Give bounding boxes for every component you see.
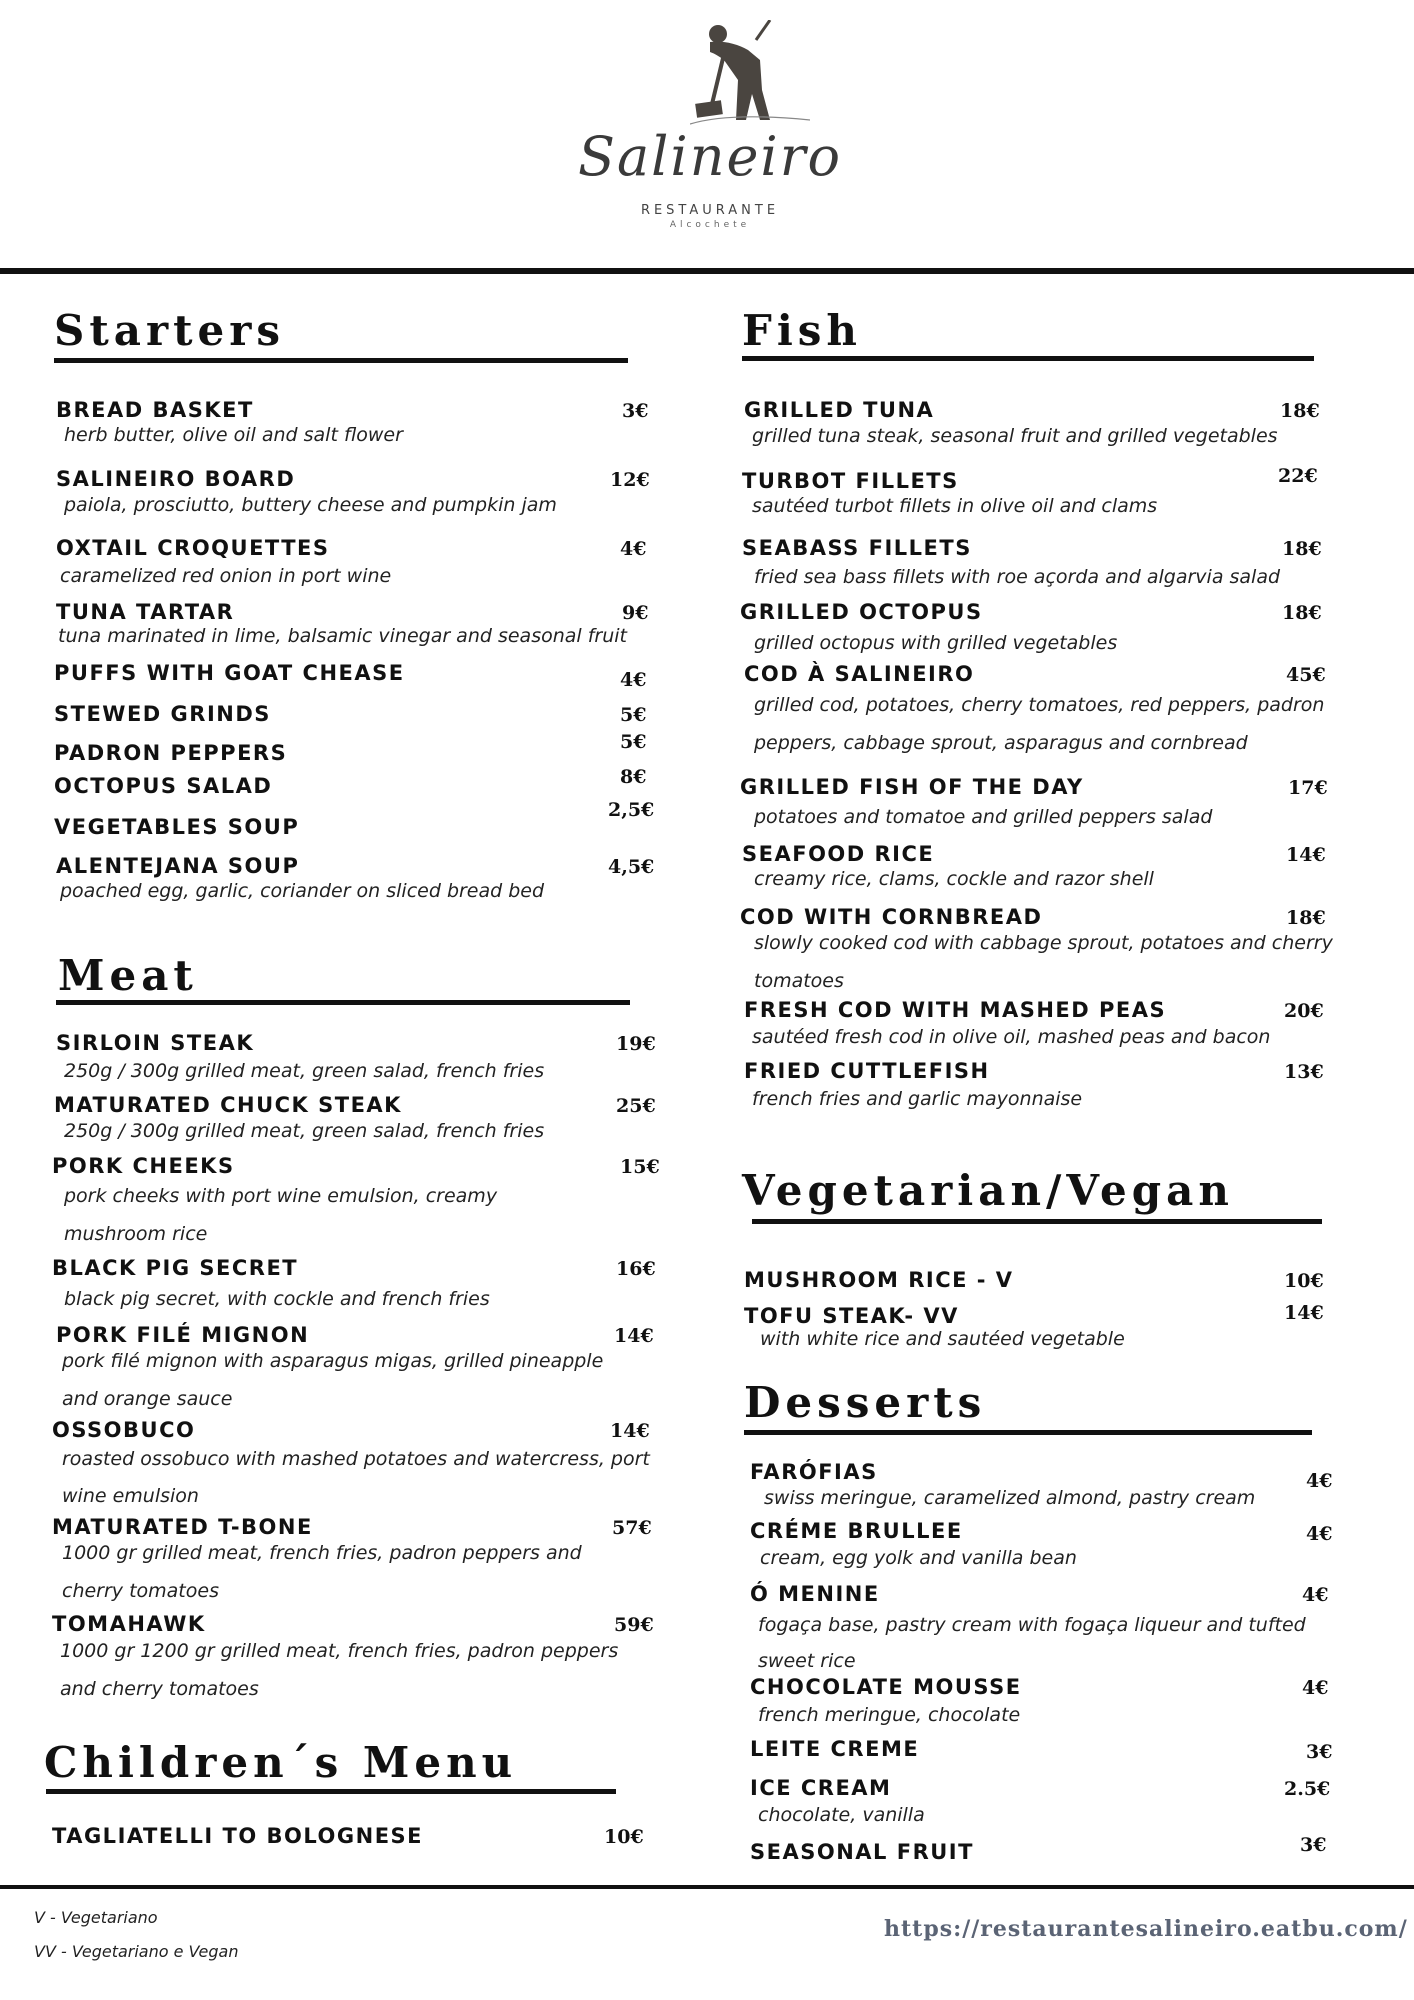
logo-subtitle: RESTAURANTE (640, 203, 780, 218)
item-description: cherry tomatoes (62, 1580, 219, 1602)
section-rule-desserts (744, 1430, 1312, 1435)
item-name: TUNA TARTAR (56, 600, 235, 624)
item-description: sautéed turbot fillets in olive oil and clams (752, 495, 1158, 517)
item-name: FARÓFIAS (750, 1460, 878, 1484)
item-description: grilled cod, potatoes, cherry tomatoes, red peppers, padron (754, 694, 1325, 716)
item-name: OXTAIL CROQUETTES (56, 536, 330, 560)
salt-worker-icon (690, 20, 810, 135)
section-title-desserts: Desserts (744, 1378, 987, 1427)
item-description: tomatoes (754, 970, 844, 992)
item-description: roasted ossobuco with mashed potatoes and watercress, port (62, 1448, 650, 1470)
header-divider (0, 268, 1414, 274)
section-rule-starters (54, 358, 628, 363)
item-name: MUSHROOM RICE - V (744, 1268, 1014, 1292)
item-name: SEAFOOD RICE (742, 842, 935, 866)
item-description: mushroom rice (64, 1223, 208, 1245)
item-price: 14€ (1286, 844, 1326, 866)
item-name: GRILLED TUNA (744, 398, 935, 422)
item-description: french fries and garlic mayonnaise (752, 1088, 1083, 1110)
item-price: 9€ (622, 602, 649, 624)
item-name: OCTOPUS SALAD (54, 774, 273, 798)
item-name: BREAD BASKET (56, 398, 254, 422)
item-description: tuna marinated in lime, balsamic vinegar and seasonal fruit (58, 625, 627, 647)
item-price: 16€ (616, 1258, 656, 1280)
item-name: TURBOT FILLETS (742, 469, 959, 493)
item-name: Ó MENINE (750, 1582, 880, 1606)
item-description: herb butter, olive oil and salt flower (64, 424, 403, 446)
item-name: ALENTEJANA SOUP (56, 854, 300, 878)
item-description: french meringue, chocolate (758, 1704, 1021, 1726)
item-price: 12€ (610, 469, 650, 491)
item-name: FRESH COD WITH MASHED PEAS (744, 998, 1167, 1022)
item-name: OSSOBUCO (52, 1418, 196, 1442)
item-name: CRÉME BRULLEE (750, 1519, 963, 1543)
item-description: wine emulsion (62, 1485, 199, 1507)
item-description: sweet rice (758, 1650, 856, 1672)
item-name: SEASONAL FRUIT (750, 1840, 974, 1864)
section-title-vegetarian: Vegetarian/Vegan (742, 1166, 1234, 1215)
item-name: TOMAHAWK (52, 1612, 206, 1636)
item-price: 18€ (1280, 400, 1320, 422)
item-price: 8€ (620, 766, 647, 788)
section-title-fish: Fish (742, 306, 862, 355)
item-description: potatoes and tomatoe and grilled peppers salad (754, 806, 1213, 828)
item-description: and orange sauce (62, 1388, 233, 1410)
item-name: PORK CHEEKS (52, 1154, 235, 1178)
section-rule-vegetarian (752, 1219, 1322, 1224)
item-price: 22€ (1278, 465, 1318, 487)
item-name: MATURATED T-BONE (52, 1515, 313, 1539)
item-description: grilled octopus with grilled vegetables (754, 632, 1118, 654)
item-price: 5€ (620, 731, 647, 753)
section-title-children: Children´s Menu (44, 1738, 518, 1787)
item-price: 10€ (1284, 1270, 1324, 1292)
item-description: 1000 gr 1200 gr grilled meat, french fries, padron peppers (60, 1640, 619, 1662)
item-price: 4€ (1306, 1470, 1333, 1492)
item-description: black pig secret, with cockle and french fries (64, 1288, 490, 1310)
item-description: fried sea bass fillets with roe açorda and algarvia salad (754, 566, 1281, 588)
item-name: FRIED CUTTLEFISH (744, 1059, 990, 1083)
item-price: 57€ (612, 1517, 652, 1539)
item-price: 4,5€ (608, 856, 655, 878)
item-price: 18€ (1282, 602, 1322, 624)
item-price: 4€ (620, 669, 647, 691)
section-rule-children (46, 1789, 616, 1794)
item-description: creamy rice, clams, cockle and razor shell (754, 868, 1154, 890)
item-price: 18€ (1282, 538, 1322, 560)
section-title-meat: Meat (58, 951, 198, 1000)
item-description: slowly cooked cod with cabbage sprout, potatoes and cherry (754, 932, 1333, 954)
item-name: SEABASS FILLETS (742, 536, 972, 560)
section-title-starters: Starters (54, 306, 285, 355)
restaurant-logo (540, 20, 870, 230)
item-name: CHOCOLATE MOUSSE (750, 1675, 1022, 1699)
item-name: LEITE CREME (750, 1737, 920, 1761)
item-price: 14€ (610, 1420, 650, 1442)
item-description: 1000 gr grilled meat, french fries, padron peppers and (62, 1542, 582, 1564)
item-price: 20€ (1284, 1000, 1324, 1022)
item-description: chocolate, vanilla (758, 1804, 925, 1826)
item-description: and cherry tomatoes (60, 1678, 259, 1700)
section-rule-meat (56, 1000, 630, 1005)
item-name: SIRLOIN STEAK (56, 1031, 255, 1055)
item-name: TAGLIATELLI TO BOLOGNESE (52, 1824, 424, 1848)
item-price: 2.5€ (1284, 1778, 1331, 1800)
item-price: 45€ (1286, 664, 1326, 686)
item-price: 5€ (620, 704, 647, 726)
item-description: peppers, cabbage sprout, asparagus and cornbread (754, 732, 1248, 754)
item-price: 19€ (616, 1033, 656, 1055)
item-name: TOFU STEAK- VV (744, 1304, 959, 1328)
item-description: cream, egg yolk and vanilla bean (760, 1547, 1077, 1569)
item-price: 13€ (1284, 1061, 1324, 1083)
logo-location: Alcochete (669, 220, 751, 230)
item-price: 10€ (604, 1826, 644, 1848)
item-price: 3€ (622, 400, 649, 422)
website-link[interactable]: https://restaurantesalineiro.eatbu.com/ (884, 1916, 1408, 1942)
item-name: GRILLED OCTOPUS (740, 600, 983, 624)
item-description: fogaça base, pastry cream with fogaça liqueur and tufted (758, 1614, 1306, 1636)
item-name: GRILLED FISH OF THE DAY (740, 775, 1084, 799)
item-description: 250g / 300g grilled meat, green salad, french fries (64, 1060, 545, 1082)
item-description: paiola, prosciutto, buttery cheese and pumpkin jam (64, 494, 557, 516)
item-description: pork filé mignon with asparagus migas, grilled pineapple (62, 1350, 604, 1372)
item-price: 3€ (1306, 1741, 1333, 1763)
item-price: 2,5€ (608, 799, 655, 821)
item-description: poached egg, garlic, coriander on sliced bread bed (60, 880, 545, 902)
item-description: sautéed fresh cod in olive oil, mashed peas and bacon (752, 1026, 1271, 1048)
item-price: 4€ (620, 538, 647, 560)
item-price: 14€ (1284, 1302, 1324, 1324)
item-price: 25€ (616, 1095, 656, 1117)
footer-divider (0, 1885, 1414, 1889)
legend-vegan: VV - Vegetariano e Vegan (34, 1942, 239, 1961)
item-name: COD À SALINEIRO (744, 662, 975, 686)
item-name: MATURATED CHUCK STEAK (54, 1093, 402, 1117)
item-name: SALINEIRO BOARD (56, 467, 296, 491)
item-price: 4€ (1302, 1677, 1329, 1699)
section-rule-fish (742, 356, 1314, 361)
item-price: 3€ (1300, 1834, 1327, 1856)
item-name: ICE CREAM (750, 1776, 892, 1800)
item-price: 4€ (1306, 1523, 1333, 1545)
item-description: caramelized red onion in port wine (60, 565, 392, 587)
item-name: VEGETABLES SOUP (54, 815, 300, 839)
item-description: grilled tuna steak, seasonal fruit and grilled vegetables (752, 425, 1278, 447)
item-description: pork cheeks with port wine emulsion, creamy (64, 1185, 498, 1207)
item-name: PORK FILÉ MIGNON (56, 1323, 310, 1347)
item-description: 250g / 300g grilled meat, green salad, french fries (64, 1120, 545, 1142)
item-price: 4€ (1302, 1584, 1329, 1606)
item-description: with white rice and sautéed vegetable (760, 1328, 1125, 1350)
item-name: PUFFS WITH GOAT CHEASE (54, 661, 405, 685)
logo-wordmark: Salineiro (577, 125, 843, 188)
item-price: 14€ (614, 1325, 654, 1347)
item-price: 18€ (1286, 907, 1326, 929)
item-name: COD WITH CORNBREAD (740, 905, 1043, 929)
item-description: swiss meringue, caramelized almond, pastry cream (764, 1487, 1256, 1509)
item-price: 15€ (620, 1156, 660, 1178)
item-name: BLACK PIG SECRET (52, 1256, 299, 1280)
item-name: STEWED GRINDS (54, 702, 271, 726)
item-price: 59€ (614, 1614, 654, 1636)
item-name: PADRON PEPPERS (54, 741, 288, 765)
legend-vegetarian: V - Vegetariano (34, 1908, 158, 1927)
item-price: 17€ (1288, 777, 1328, 799)
